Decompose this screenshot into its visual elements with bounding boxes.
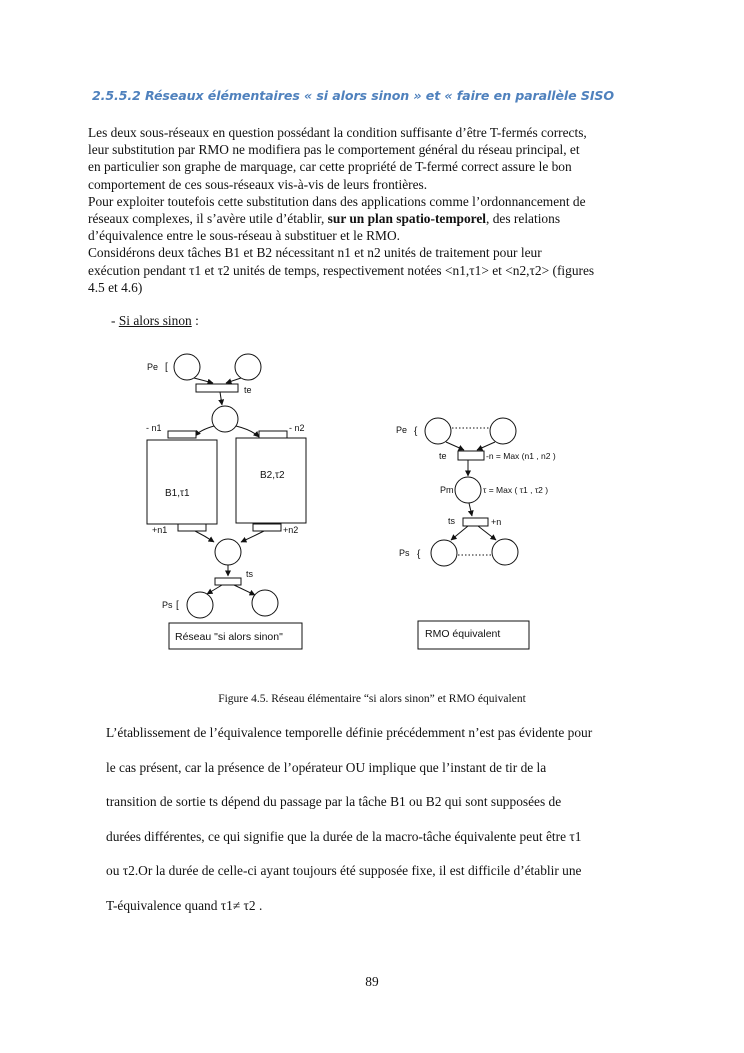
- transition-minus-n2: [259, 431, 287, 438]
- section-heading: 2.5.5.2 Réseaux élémentaires « si alors sinon » et « faire en parallèle SISO: [92, 88, 614, 103]
- bold-phrase: sur un plan spatio-temporel: [327, 211, 487, 227]
- text-line: ou τ2.Or la durée de celle-ci ayant toujours été supposée fixe, il est difficile d’établir une: [106, 863, 582, 879]
- label-ps: Ps: [399, 548, 410, 558]
- label-reseau-box: Réseau "si alors sinon": [175, 631, 283, 643]
- task-b1-box: [147, 440, 217, 524]
- transition-plus-n1: [178, 524, 206, 531]
- label-minus-n1: - n1: [146, 423, 162, 433]
- page-number: 89: [365, 974, 379, 989]
- text-line: transition de sortie ts dépend du passage par la tâche B1 ou B2 qui sont supposées de: [106, 794, 562, 810]
- text-line: L’établissement de l’équivalence temporelle définie précédemment n’est pas évidente pour: [106, 725, 593, 740]
- text-line: Les deux sous-réseaux en question possédant la condition suffisante d’être T-fermés corrects,: [88, 125, 587, 140]
- list-label: Si alors sinon: [118, 313, 192, 328]
- label-te: te: [439, 451, 447, 461]
- transition-te: [196, 384, 238, 392]
- place-p1: [212, 406, 238, 432]
- label-minus-n2: - n2: [289, 423, 305, 433]
- paragraph-analysis: [106, 723, 666, 931]
- place-ps-2: [492, 539, 518, 565]
- text-line: le cas présent, car la présence de l’opérateur OU implique que l’instant de tir de la: [106, 759, 547, 775]
- label-ps: Ps: [162, 600, 173, 610]
- place-pe-1: [174, 354, 200, 380]
- brace: {: [417, 549, 421, 560]
- text-line: Considérons deux tâches B1 et B2 nécessitant n1 et n2 unités de traitement pour leur: [88, 245, 542, 261]
- brace: {: [414, 426, 418, 437]
- text-line: T-équivalence quand τ1≠ τ2 .: [106, 897, 263, 913]
- place-pe-2: [490, 418, 516, 444]
- list-colon: :: [191, 313, 199, 328]
- label-plus-n2: +n2: [283, 525, 299, 535]
- text-line: Pour exploiter toutefois cette substitution dans des applications comme l’ordonnancement de: [88, 193, 586, 209]
- text-line: 4.5 et 4.6): [88, 279, 143, 295]
- label-ts: ts: [448, 516, 456, 526]
- label-tau-max: τ = Max ( τ1 , τ2 ): [483, 485, 549, 495]
- label-pe: Pe: [396, 425, 408, 435]
- text-line: leur substitution par RMO ne modifiera pas le comportement général du réseau principal, et: [88, 142, 580, 158]
- label-plus-n1: +n1: [152, 525, 168, 535]
- brace: [: [176, 600, 179, 611]
- label-te: te: [244, 385, 252, 395]
- transition-minus-n1: [168, 431, 196, 438]
- text-line: d’équivalence entre le sous-réseau à substituer et le RMO.: [88, 228, 400, 244]
- brace: [: [165, 362, 168, 373]
- text-span: , des relations: [486, 211, 561, 227]
- label-plus-n: +n: [491, 517, 502, 527]
- text-line: en particulier son graphe de marquage, car cette propriété de T-fermé correct assure le bon: [88, 159, 572, 175]
- text-line: comportement de ces sous-réseaux vis-à-vis de leurs frontières.: [88, 176, 428, 192]
- figure-caption: Figure 4.5. Réseau élémentaire “si alors sinon” et RMO équivalent: [218, 693, 526, 705]
- text-span: réseaux complexes, il s’avère utile d’établir,: [88, 211, 328, 227]
- text-line: exécution pendant τ1 et τ2 unités de temps, respectivement notées <n1,τ1> et <n2,τ2> (figures: [88, 262, 595, 278]
- place-p2: [215, 539, 241, 565]
- left-net-labels: [146, 362, 305, 643]
- label-rmo-box: RMO équivalent: [425, 628, 501, 640]
- place-ps-1: [187, 592, 213, 618]
- label-pe: Pe: [147, 362, 159, 372]
- label-b1: B1,τ1: [165, 488, 190, 499]
- label-pm: Pm: [440, 485, 454, 495]
- label-b2: B2,τ2: [260, 470, 285, 481]
- label-ts: ts: [246, 569, 254, 579]
- place-pe-2: [235, 354, 261, 380]
- transition-ts: [463, 518, 488, 526]
- transition-te: [458, 451, 484, 460]
- place-pe-1: [425, 418, 451, 444]
- list-dash: -: [111, 313, 119, 328]
- place-pm: [455, 477, 481, 503]
- label-minus-n-max: -n = Max (n1 , n2 ): [486, 451, 556, 461]
- place-ps-2: [252, 590, 278, 616]
- place-ps-1: [431, 540, 457, 566]
- transition-ts: [215, 578, 241, 585]
- transition-plus-n2: [253, 524, 281, 531]
- text-line: durées différentes, ce qui signifie que la durée de la macro-tâche équivalente peut être τ1: [106, 828, 582, 844]
